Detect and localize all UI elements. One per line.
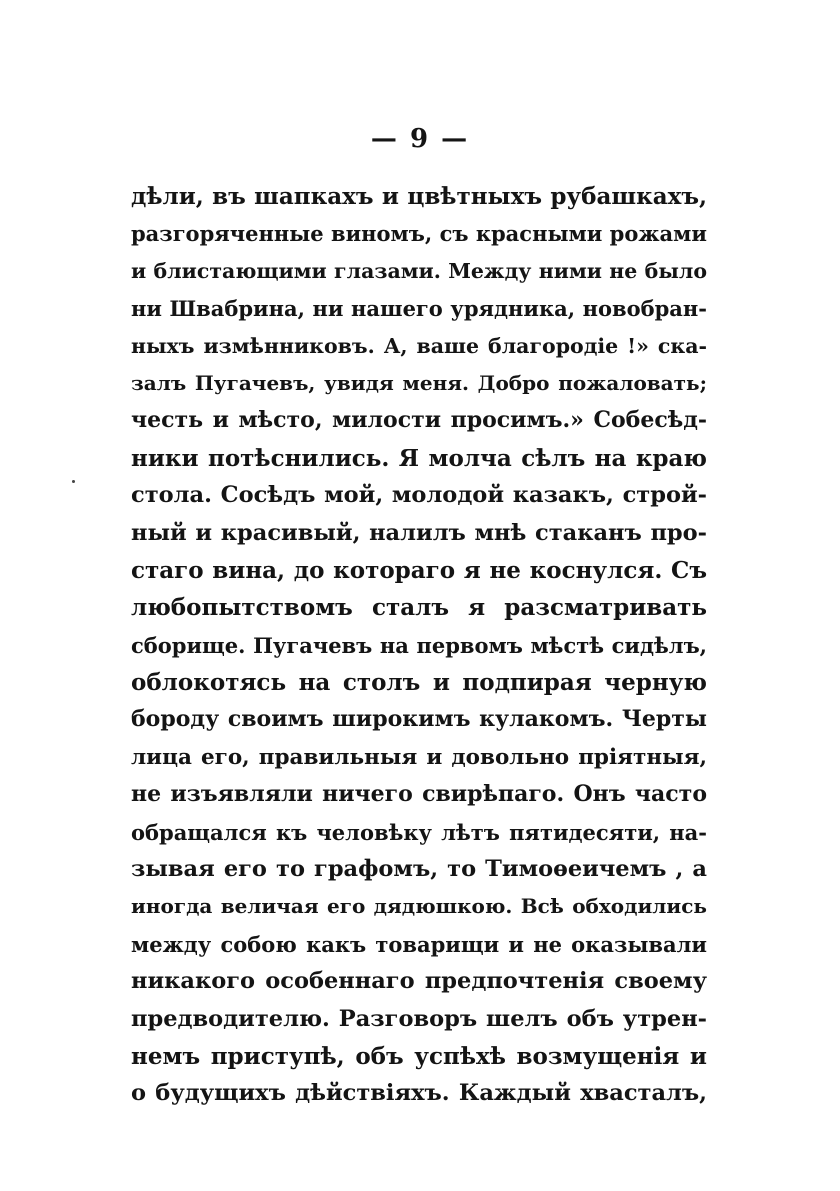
text-line: любопытствомъ сталъ я разсматривать <box>131 594 707 622</box>
text-line: немъ приступѣ, объ успѣхѣ возмущенія и <box>131 1042 707 1070</box>
text-line: бороду своимъ широкимъ кулакомъ. Черты <box>131 706 707 733</box>
text-line: ники потѣснились. Я молча сѣлъ на краю <box>131 444 707 472</box>
text-line: обращался къ человѣку лѣтъ пятидесяти, на- <box>131 819 707 845</box>
text-line: и блистающими глазами. Между ними не было <box>131 258 707 283</box>
text-line: лица его, правильныя и довольно пріятныя, <box>131 744 707 770</box>
text-line: честь и мѣсто, милости просимъ.» Собесѣд- <box>131 407 707 434</box>
text-line: залъ Пугачевъ, увидя меня. Добро пожаловать; <box>131 370 707 395</box>
text-line: стола. Сосѣдъ мой, молодой казакъ, строй- <box>131 482 707 509</box>
text-line: не изъявляли ничего свирѣпаго. Онъ часто <box>131 781 707 808</box>
text-line: между собою какъ товарищи и не оказывали <box>131 931 707 957</box>
text-line: облокотясь на столъ и подпирая черную <box>131 669 707 697</box>
text-line: иногда величая его дядюшкою. Всѣ обходились <box>131 894 707 919</box>
text-line: разгоряченные виномъ, съ красными рожами <box>131 221 707 247</box>
text-line: дѣли, въ шапкахъ и цвѣтныхъ рубашкахъ, <box>131 183 707 210</box>
page-text-body <box>131 178 707 1113</box>
text-line: о будущихъ дѣйствіяхъ. Каждый хвасталъ, <box>131 1080 707 1107</box>
text-line: ни Швабрина, ни нашего урядника, новобран- <box>131 296 707 322</box>
text-line: никакого особеннаго предпочтенія своему <box>131 968 707 995</box>
text-line: зывая его то графомъ, то Тимоѳеичемъ , а <box>131 856 707 883</box>
page-number: — 9 — <box>370 124 470 154</box>
text-line: ныхъ измѣнниковъ. А, ваше благородіе !» ска- <box>131 333 707 358</box>
text-line: сборище. Пугачевъ на первомъ мѣстѣ сидѣлъ, <box>131 632 707 658</box>
text-line: стаго вина, до котораго я не коснулся. Съ <box>131 556 707 584</box>
text-line: предводителю. Разговоръ шелъ объ утрен- <box>131 1005 707 1032</box>
margin-speck <box>72 480 75 483</box>
text-line: ный и красивый, налилъ мнѣ стаканъ про- <box>131 519 707 546</box>
